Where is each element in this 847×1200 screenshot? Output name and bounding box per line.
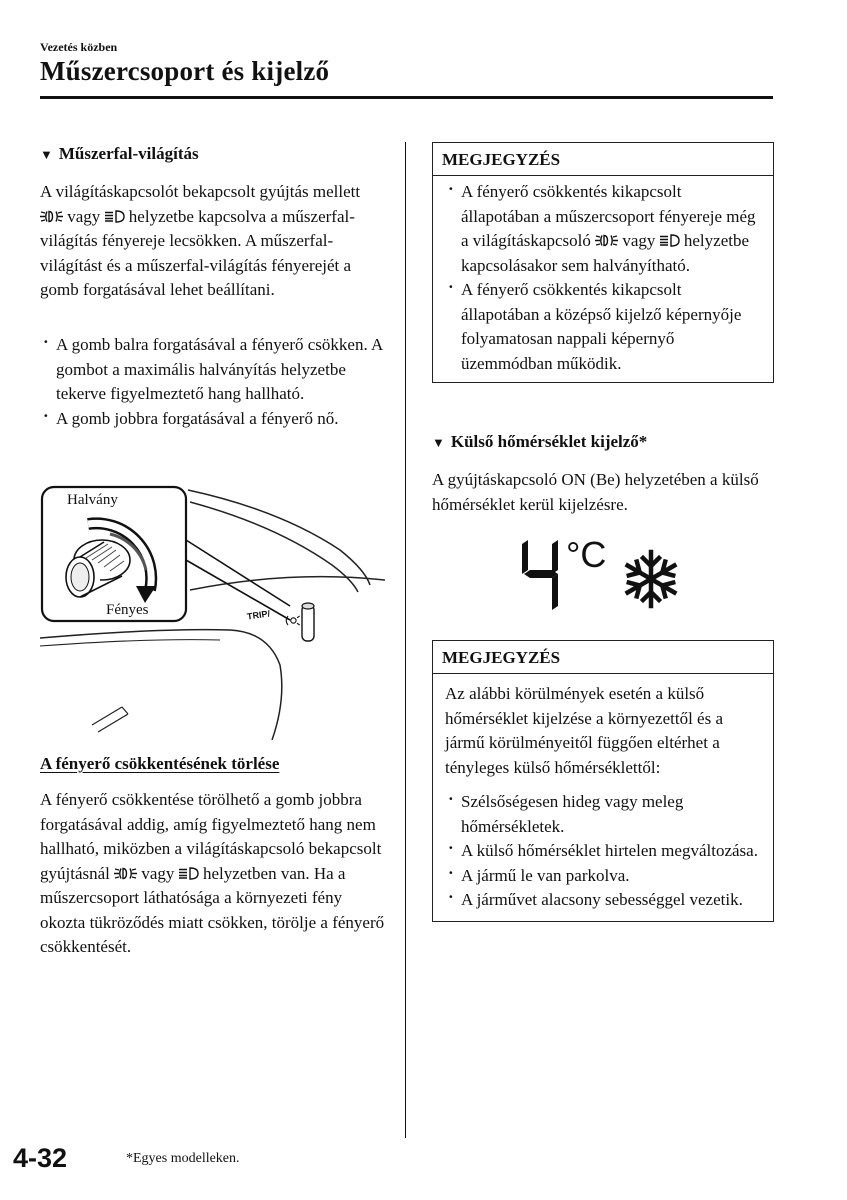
list-item: · A gomb jobbra forgatásával a fényerő nő. — [40, 407, 385, 432]
heading-text: Műszerfal-világítás — [58, 144, 199, 163]
headlight-icon — [105, 210, 125, 223]
paragraph-cancel — [40, 788, 385, 960]
note1-item1-text-a: A fényerő csökkentés kikapcsolt állapotában a műszercsoport fényereje még a világításkapcsoló — [461, 182, 756, 250]
heading-text: Külső hőmérséklet kijelző* — [450, 432, 648, 451]
triangle-bullet-icon: ▼ — [432, 435, 445, 450]
list-item: · A fényerő csökkentés kikapcsolt állapotában a középső kijelző képernyője folyamatosan nappali képernyő üzemmódban működik. — [445, 278, 763, 376]
note1-list — [433, 176, 773, 382]
knob-label: TRIP/ — [246, 608, 271, 622]
temperature-unit: °C — [566, 534, 607, 575]
parking-lamp-icon — [40, 210, 63, 223]
label-dim: Halvány — [67, 492, 118, 508]
para1-text-b: helyzetbe kapcsolva a műszerfal-világítás fényereje lecsökken. A műszerfal-világítást és a műszerfal-világítás fényerejét a gomb forgatásával lehet beállítani. — [40, 206, 355, 299]
list-item: · A járművet alacsony sebességgel vezetik. — [445, 888, 763, 913]
note2-list — [445, 790, 763, 913]
note2-intro: Az alábbi körülmények esetén a külső hőmérséklet kijelzése a környezettől és a jármű körülményeitől függően eltérhet a tényleges külső hőmérséklettől: — [445, 684, 724, 777]
bullet-list-knob — [40, 333, 385, 431]
parking-lamp-icon — [595, 234, 618, 247]
list-item: · A gomb balra forgatásával a fényerő csökken. A gombot a maximális halványítás helyzetbe tekerve figyelmeztető hang hallható. — [40, 333, 385, 407]
list-item — [445, 180, 763, 278]
page-number: 4-32 — [13, 1143, 68, 1173]
note1-item1-text-b: helyzetbe kapcsolásakor sem halványítható. — [461, 231, 750, 275]
section-label: Vezetés közben — [40, 40, 118, 54]
title-rule — [40, 96, 773, 99]
dimmer-knob-figure — [40, 480, 385, 740]
page-title: Műszercsoport és kijelző — [40, 56, 330, 86]
para1-text-a: A világításkapcsolót bekapcsolt gyújtás mellett — [40, 182, 361, 201]
para2-vagy: vagy — [141, 863, 175, 883]
section-heading-panel-lighting — [40, 144, 199, 164]
note2-body — [433, 674, 773, 921]
paragraph-panel-lighting — [40, 180, 385, 303]
triangle-bullet-icon: ▼ — [40, 147, 53, 162]
note1-vagy: vagy — [622, 231, 656, 250]
column-divider — [405, 142, 406, 1138]
section-heading-outside-temp — [432, 432, 647, 452]
note-title: MEGJEGYZÉS — [433, 641, 773, 674]
panel-light-icon — [286, 616, 300, 625]
temperature-digit — [518, 536, 519, 537]
headlight-icon — [660, 234, 680, 247]
headlight-icon — [179, 867, 199, 880]
para2-text-b: helyzetben van. Ha a műszercsoport láthatósága a környezeti fény okozta tükröződés miatt csökken, törölje a fényerő csökkentését. — [40, 863, 385, 956]
footnote: *Egyes modelleken. — [126, 1151, 240, 1166]
parking-lamp-icon — [114, 867, 137, 880]
note-box-2 — [432, 640, 774, 922]
list-item: · A külső hőmérséklet hirtelen megváltozása. — [445, 839, 763, 864]
subheading-cancel: A fényerő csökkentésének törlése — [40, 754, 280, 773]
note-box-1 — [432, 142, 774, 383]
note-title: MEGJEGYZÉS — [433, 143, 773, 176]
para1-vagy: vagy — [67, 206, 101, 226]
para2-text-a: A fényerő csökkentése törölhető a gomb jobbra forgatásával addig, amíg figyelmeztető hang nem hallható, miközben a világításkapcsoló bekapcsolt gyújtásnál — [40, 790, 382, 883]
temperature-display — [518, 536, 688, 618]
snowflake-icon — [620, 548, 682, 610]
seven-segment-digit — [518, 540, 564, 612]
list-item: · Szélsőségesen hideg vagy meleg hőmérsékletek. — [445, 790, 763, 839]
list-item: · A jármű le van parkolva. — [445, 864, 763, 889]
paragraph-outside-temp: A gyújtáskapcsoló ON (Be) helyzetében a külső hőmérséklet kerül kijelzésre. — [432, 470, 759, 514]
dashboard-illustration — [40, 480, 385, 740]
label-bright: Fényes — [106, 602, 149, 618]
